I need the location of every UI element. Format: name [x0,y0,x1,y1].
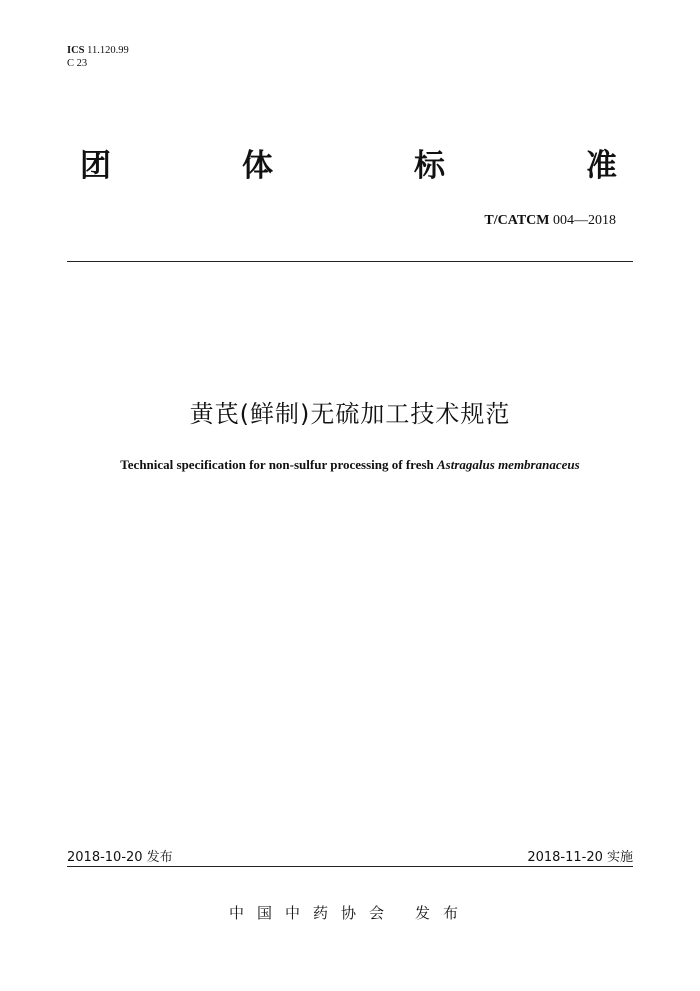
ccs-label: C [67,58,75,69]
title-english-plain: Technical specification for non-sulfur processing of fresh [120,457,438,472]
ics-line [67,44,129,57]
standard-type-char-3: 标 [414,148,445,184]
implementation-date: 2018-11-20 实施 [527,850,633,865]
ics-code: 11.120.99 [87,45,129,56]
bottom-divider [67,866,633,867]
standard-type-char-4: 准 [586,148,617,184]
standard-type-heading [80,148,625,188]
top-divider [67,261,633,262]
classification-codes [67,44,129,70]
release-date: 2018-10-20 发布 [67,850,173,865]
ccs-line [67,57,129,70]
title-english [0,457,700,473]
ics-label: ICS [67,45,85,56]
publisher-organization: 中国中药协会 [228,904,397,922]
standard-code [484,213,616,229]
title-english-italic: Astragalus membranaceus [437,457,580,472]
standard-type-char-2: 体 [242,148,273,184]
title-chinese: 黄芪(鲜制)无硫加工技术规范 [189,400,511,428]
standard-code-prefix: T/CATCM [484,213,550,228]
ccs-code: 23 [76,58,88,69]
standard-code-number: 004—2018 [553,213,616,228]
publisher-action: 发布 [415,904,472,922]
publisher [0,902,700,923]
standard-type-char-1: 团 [80,148,111,184]
